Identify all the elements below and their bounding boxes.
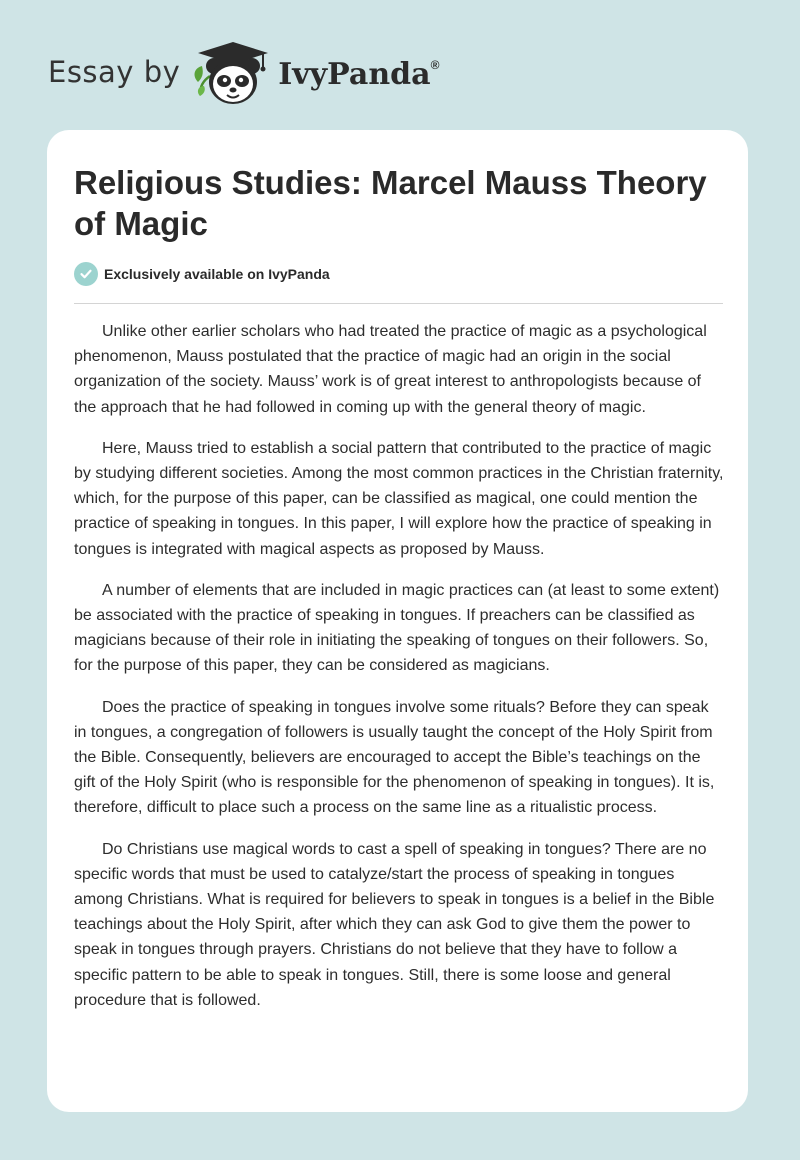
page-title: Religious Studies: Marcel Mauss Theory of Magic [74, 164, 707, 242]
essay-card [47, 130, 748, 1112]
panda-graduate-icon[interactable] [190, 36, 274, 108]
paragraph: Does the practice of speaking in tongues involve some rituals? Before they can speak in tongues, a congregation of followers is usually taught the concept of the Holy Spirit from the Bible. Consequently, believers are encouraged to accept the Bible’s teachings on the gift of the Holy Spirit (who is responsible for the phenomenon of speaking in tongues). It is, therefore, difficult to place such a process on the same line as a ritualistic process. [74, 698, 715, 817]
paragraph: Do Christians use magical words to cast a spell of speaking in tongues? There are no specific words that must be used to catalyze/start the process of speaking in tongues among Christians. What is required for believers to speak in tongues is a belief in the Bible teachings about the Holy Spirit, after which they can ask God to give them the power to speak in tongues through prayers. Christians do not believe that they have to follow a specific pattern to be able to speak in tongues. Still, there is some loose and general procedure that is followed. [74, 840, 715, 1009]
registered-mark: ® [430, 57, 440, 72]
essay-by-label: Essay by [48, 55, 181, 89]
check-circle-icon [74, 262, 98, 286]
exclusive-badge-text: Exclusively available on IvyPanda [104, 266, 330, 282]
brand-name[interactable] [278, 57, 439, 92]
paragraph: Unlike other earlier scholars who had treated the practice of magic as a psychological phenomenon, Mauss postulated that the practice of magic had an origin in the social organization of the society. Mauss’ work is of great interest to anthropologists because of the approach that he had followed in coming up with the general theory of magic. [74, 323, 707, 416]
site-header [48, 36, 439, 108]
paragraph: Here, Mauss tried to establish a social pattern that contributed to the practice of magic by studying different societies. Among the most common practices in the Christian fraternity, which, for the purpose of this paper, can be classified as magical, one could mention the practice of speaking in tongues. In this paper, I will explore how the practice of speaking in tongues is integrated with magical aspects as proposed by Mauss. [74, 439, 724, 558]
essay-body [74, 319, 724, 1029]
paragraph: A number of elements that are included in magic practices can (at least to some extent) be associated with the practice of speaking in tongues. If preachers can be classified as magicians because of their role in initiating the speaking of tongues on their followers. So, for the purpose of this paper, they can be considered as magicians. [74, 581, 720, 675]
brand-name-text: IvyPanda [278, 56, 431, 92]
divider [74, 303, 723, 304]
exclusive-badge [74, 262, 330, 286]
